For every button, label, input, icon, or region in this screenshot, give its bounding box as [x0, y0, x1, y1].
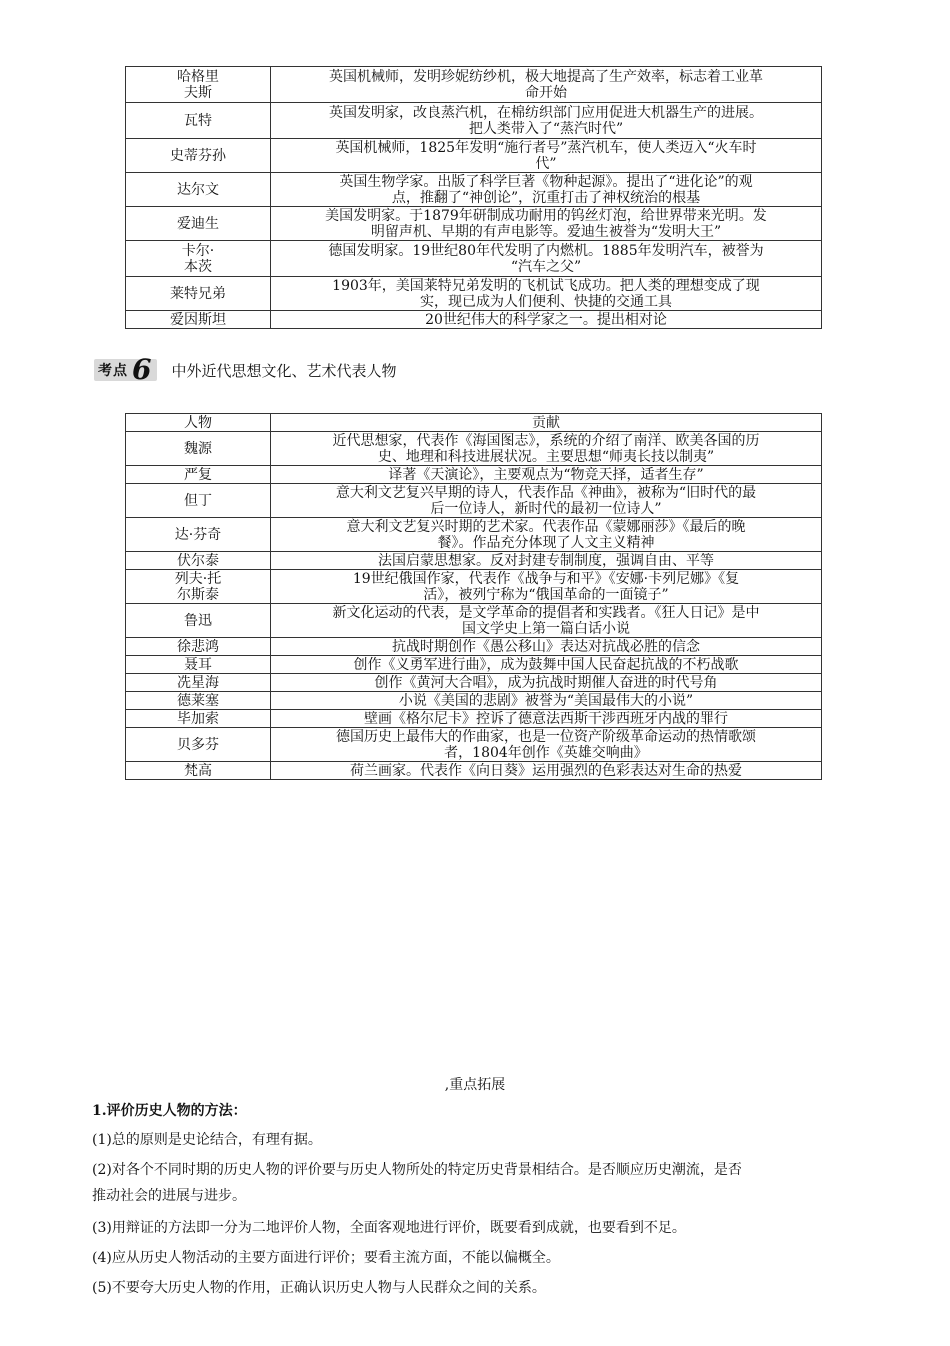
table-header-row [126, 414, 822, 432]
person-name: 爱因斯坦 [126, 311, 271, 329]
person-contribution: 小说《美国的悲剧》被誉为“美国最伟大的小说” [271, 692, 822, 710]
person-contribution: 近代思想家，代表作《海国图志》，系统的介绍了南洋、欧美各国的历 史、地理和科技进展状况。主要思想“师夷长技以制夷” [271, 432, 822, 466]
table-row [126, 484, 822, 518]
person-contribution: 19世纪俄国作家，代表作《战争与和平》《安娜·卡列尼娜》《复 活》，被列宁称为“俄国革命的一面镜子” [271, 570, 822, 604]
person-contribution: 意大利文艺复兴时期的艺术家。代表作品《蒙娜丽莎》《最后的晚 餐》。作品充分体现了人文主义精神 [271, 518, 822, 552]
person-name: 爱迪生 [126, 207, 271, 241]
header-contribution: 贡献 [271, 414, 822, 432]
expansion-point-3: (3)用辩证的方法即一分为二地评价人物，全面客观地进行评价，既要看到成就，也要看到不足。 [92, 1220, 686, 1236]
person-name: 鲁迅 [126, 604, 271, 638]
section-header [94, 355, 397, 385]
person-name: 瓦特 [126, 103, 271, 139]
person-contribution: 创作《黄河大合唱》，成为抗战时期催人奋进的时代号角 [271, 674, 822, 692]
table-row [126, 570, 822, 604]
table-row [126, 604, 822, 638]
person-contribution: 创作《义勇军进行曲》，成为鼓舞中国人民奋起抗战的不朽战歌 [271, 656, 822, 674]
person-contribution: 抗战时期创作《愚公移山》表达对抗战必胜的信念 [271, 638, 822, 656]
thinkers-artists-table [125, 413, 822, 780]
person-contribution: 德国发明家。19世纪80年代发明了内燃机。1885年发明汽车，被誉为 “汽车之父” [271, 241, 822, 277]
person-name: 严复 [126, 466, 271, 484]
person-name: 德莱塞 [126, 692, 271, 710]
expansion-point-4: (4)应从历史人物活动的主要方面进行评价；要看主流方面，不能以偏概全。 [92, 1250, 560, 1266]
expansion-point-2-cont: 推动社会的进展与进步。 [92, 1188, 246, 1204]
person-name: 冼星海 [126, 674, 271, 692]
person-contribution: 英国机械师，1825年发明“施行者号”蒸汽机车，使人类迈入“火车时 代” [271, 139, 822, 173]
person-name: 徐悲鸿 [126, 638, 271, 656]
person-contribution: 荷兰画家。代表作《向日葵》运用强烈的色彩表达对生命的热爱 [271, 762, 822, 780]
person-name: 梵高 [126, 762, 271, 780]
person-name: 哈格里 夫斯 [126, 67, 271, 103]
table-row [126, 241, 822, 277]
person-contribution: 1903年，美国莱特兄弟发明的飞机试飞成功。把人类的理想变成了现 实，现已成为人们便利、快捷的交通工具 [271, 277, 822, 311]
inventors-table [125, 66, 822, 329]
table-row [126, 207, 822, 241]
person-name: 但丁 [126, 484, 271, 518]
table-row [126, 656, 822, 674]
table-row [126, 728, 822, 762]
table-row [126, 710, 822, 728]
person-name: 达尔文 [126, 173, 271, 207]
person-contribution: 英国生物学家。出版了科学巨著《物种起源》。提出了“进化论”的观 点，推翻了“神创论”，沉重打击了神权统治的根基 [271, 173, 822, 207]
person-name: 聂耳 [126, 656, 271, 674]
section-title: 中外近代思想文化、艺术代表人物 [171, 361, 397, 380]
person-contribution: 壁画《格尔尼卡》控诉了德意法西斯干涉西班牙内战的罪行 [271, 710, 822, 728]
table-row [126, 139, 822, 173]
person-name: 莱特兄弟 [126, 277, 271, 311]
table-row [126, 466, 822, 484]
expansion-item-title: 1.评价历史人物的方法： [92, 1103, 247, 1119]
table-row [126, 103, 822, 139]
table-row [126, 638, 822, 656]
person-contribution: 意大利文艺复兴早期的诗人，代表作品《神曲》，被称为“旧时代的最 后一位诗人，新时代的最初一位诗人” [271, 484, 822, 518]
person-name: 卡尔· 本茨 [126, 241, 271, 277]
person-contribution: 英国机械师，发明珍妮纺纱机，极大地提高了生产效率，标志着工业革 命开始 [271, 67, 822, 103]
table-row [126, 674, 822, 692]
person-contribution: 德国历史上最伟大的作曲家，也是一位资产阶级革命运动的热情歌颂 者，1804年创作《英雄交响曲》 [271, 728, 822, 762]
table-row [126, 432, 822, 466]
table-row [126, 311, 822, 329]
badge-label: 考点 [98, 363, 128, 379]
table-row [126, 277, 822, 311]
person-name: 贝多芬 [126, 728, 271, 762]
person-contribution: 法国启蒙思想家。反对封建专制制度，强调自由、平等 [271, 552, 822, 570]
kaodian-badge [94, 353, 157, 386]
person-contribution: 英国发明家，改良蒸汽机，在棉纺织部门应用促进大机器生产的进展。 把人类带入了“蒸汽时代” [271, 103, 822, 139]
person-contribution: 译著《天演论》，主要观点为“物竞天择，适者生存” [271, 466, 822, 484]
expansion-point-2: (2)对各个不同时期的历史人物的评价要与历史人物所处的特定历史背景相结合。是否顺应历史潮流，是否 [92, 1162, 742, 1178]
table-row [126, 692, 822, 710]
person-name: 达·芬奇 [126, 518, 271, 552]
badge-number: 6 [132, 353, 152, 386]
person-contribution: 美国发明家。于1879年研制成功耐用的钨丝灯泡，给世界带来光明。发 明留声机、早期的有声电影等。爱迪生被誉为“发明大王” [271, 207, 822, 241]
expansion-point-1: (1)总的原则是史论结合，有理有据。 [92, 1132, 322, 1148]
person-name: 列夫·托 尔斯泰 [126, 570, 271, 604]
person-contribution: 20世纪伟大的科学家之一。提出相对论 [271, 311, 822, 329]
table-row [126, 762, 822, 780]
header-person: 人物 [126, 414, 271, 432]
table-row [126, 552, 822, 570]
person-name: 史蒂芬孙 [126, 139, 271, 173]
person-contribution: 新文化运动的代表，是文学革命的提倡者和实践者。《狂人日记》是中 国文学史上第一篇白话小说 [271, 604, 822, 638]
person-name: 魏源 [126, 432, 271, 466]
person-name: 伏尔泰 [126, 552, 271, 570]
table-row [126, 518, 822, 552]
person-name: 毕加索 [126, 710, 271, 728]
expansion-heading: ,重点拓展 [444, 1077, 506, 1093]
table-row [126, 67, 822, 103]
expansion-point-5: (5)不要夸大历史人物的作用，正确认识历史人物与人民群众之间的关系。 [92, 1280, 546, 1296]
table-row [126, 173, 822, 207]
